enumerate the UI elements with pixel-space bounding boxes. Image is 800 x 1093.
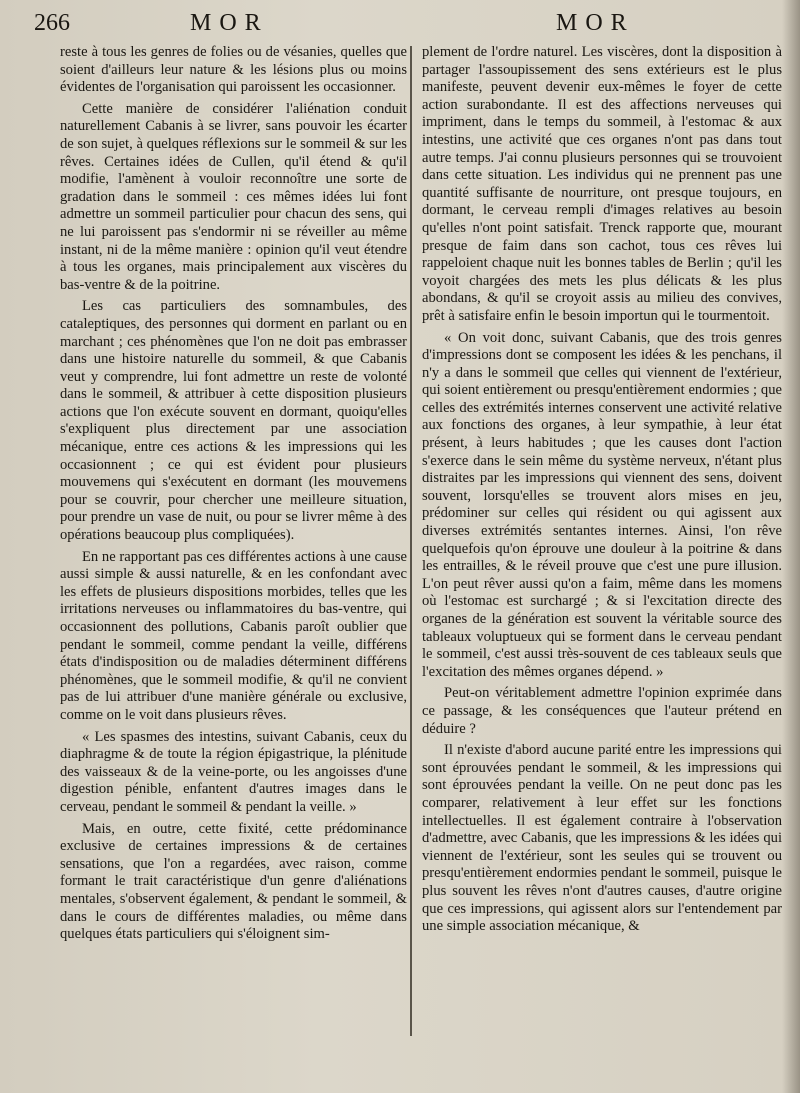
running-head-left: MOR: [190, 10, 269, 36]
column-divider: [410, 46, 412, 1036]
page-edge-shadow: [782, 0, 800, 1093]
left-column: [60, 44, 407, 948]
paragraph: plement de l'ordre naturel. Les viscères, dont la disposition à partager l'assoupissement des sens extérieurs est le plus manifeste, peuvent devenir eux-mêmes le foyer de cette action surabondante. Il est des affections nerveuses qui impriment, dans le temps du sommeil, à l'estomac & aux intestins, une activité que ces organes n'ont pas dans tout autre temps. J'ai connu plusieurs personnes qui se trouvoient dans cette situation. Les individus qui ne prennent pas une quantité suffisante de nourriture, ont presque toujours, en dormant, le cerveau rempli d'images relatives au besoin qu'elles n'ont point satisfait. Trenck rapporte que, mourant presque de faim dans son cachot, tous ces rêves lui rappeloient chaque nuit les bonnes tables de Berlin ; qu'il les voyoit chargées des mets les plus délicats & les plus abondans, & qu'il se croyoit assis au milieu des convives, prêt à satisfaire enfin le besoin importun qui le tourmentoit.: [422, 44, 782, 324]
paragraph: reste à tous les genres de folies ou de vésanies, quelles que soient d'ailleurs leur nature & les lésions plus ou moins évidentes de l'organisation qui paroissent les occasionner.: [60, 44, 407, 96]
paragraph: Mais, en outre, cette fixité, cette prédominance exclusive de certaines impressions & de certaines sensations, que l'on a regardées, avec raison, comme formant le trait caractéristique d'un genre d'aliénations mentales, s'observent également, & pendant le sommeil, & dans le cours de différentes maladies, ou même dans quelques états particuliers qui s'éloignent sim-: [60, 820, 407, 943]
paragraph: « On voit donc, suivant Cabanis, que des trois genres d'impressions dont se composent les idées & les penchans, il n'y a dans le sommeil que celles qui viennent de l'extérieur, qui soient entièrement ou presqu'entièrement endormies ; que celles des extrémités internes conservent une activité relative aux fonctions des organes, à leur sympathie, à leur état présent, à leurs habitudes ; que les causes dont l'action s'exerce dans le sein même du système nerveux, n'étant plus distraites par les impressions qui viennent des sens, doivent souvent, lorsqu'elles se trouvent alors mises en jeu, prédominer sur celles qui résident ou qui agissent aux diverses extrémités sentantes internes. Ainsi, l'on rêve quelquefois qu'on éprouve une douleur à la poitrine & dans les entrailles, & le réveil prouve que c'est une pure illusion. L'on peut rêver aussi qu'on a faim, même dans les momens où l'estomac est surchargé ; & si l'excitation directe des organes de la génération est souvent la véritable source des tableaux voluptueux qui se forment dans le cerveau pendant le sommeil, c'est aussi très-souvent de ces tableaux seuls que l'excitation des mêmes organes dépend. »: [422, 329, 782, 680]
paragraph: « Les spasmes des intestins, suivant Cabanis, ceux du diaphragme & de toute la région épigastrique, la plénitude des vaisseaux & de la veine-porte, ou les angoisses d'une digestion pénible, enfantent d'autres images dans le cerveau, pendant le sommeil & pendant la veille. »: [60, 728, 407, 815]
paragraph: Il n'existe d'abord aucune parité entre les impressions qui sont éprouvées pendant le sommeil, & les impressions qui sont éprouvées pendant la veille. On ne peut donc pas les comparer, relativement à leur effet sur les fonctions intellectuelles. Il est également contraire à l'observation d'admettre, avec Cabanis, que les impressions & les idées qui viennent de l'extérieur, sont les seules qui se trouvent ou presqu'entièrement endormies pendant le sommeil, puisque le plus souvent les rêves n'ont d'autres causes, d'autre origine que ces impressions, qui agissent alors sur l'entendement par une simple association mécanique, &: [422, 742, 782, 935]
page-header: [0, 10, 800, 40]
right-column: [422, 44, 782, 940]
paragraph: En ne rapportant pas ces différentes actions à une cause aussi simple & aussi naturelle, & en les confondant avec les effets de plusieurs dispositions morbides, telles que les irritations nerveuses ou inflammatoires du bas-ventre, qui occasionnent des pollutions, Cabanis paroît oublier que pendant le sommeil, comme pendant la veille, différens états d'indisposition ou de maladies déterminent différens phénomènes, que le sommeil modifie, & qu'il ne convient pas de lui attribuer d'une manière générale ou exclusive, comme on le voit dans plusieurs rêves.: [60, 548, 407, 723]
paragraph: Peut-on véritablement admettre l'opinion exprimée dans ce passage, & les conséquences que l'auteur prétend en déduire ?: [422, 685, 782, 737]
page-number: 266: [34, 10, 70, 36]
paragraph: Les cas particuliers des somnambules, des cataleptiques, des personnes qui dorment en parlant ou en marchant ; ces phénomènes que l'on ne doit pas embrasser dans une histoire naturelle du sommeil, & que Cabanis veut y comprendre, lui font admettre un reste de volonté dans le sommeil, & attribuer à cette disposition plusieurs actions que l'on exécute souvent en dormant, quoiqu'elles s'expliquent plus directement par une association mécanique, entre ces actions & les impressions qui les occasionnent ; ce qui est évident pour plusieurs mouvemens qui s'exécutent en dormant (les mouvemens pour se couvrir, pour chercher une meilleure situation, pour prendre un vase de nuit, ou pour se livrer même à des opérations beaucoup plus compliquées).: [60, 298, 407, 544]
running-head-right: MOR: [556, 10, 635, 36]
paragraph: Cette manière de considérer l'aliénation conduit naturellement Cabanis à se livrer, sans pouvoir les écarter de son sujet, à quelques réflexions sur le sommeil & sur les rêves. Certaines idées de Cullen, qu'il étend & qu'il modifie, l'amènent à vouloir reconnoître une sorte de gradation dans le sommeil : ces mêmes idées lui font admettre un sommeil particulier pour chacun des sens, qui ne lui paroissent pas s'endormir ni se réveiller au même instant, ni de la même manière : opinion qu'il veut étendre à tous les organes, mais principalement aux viscères du bas-ventre & de la poitrine.: [60, 100, 407, 293]
